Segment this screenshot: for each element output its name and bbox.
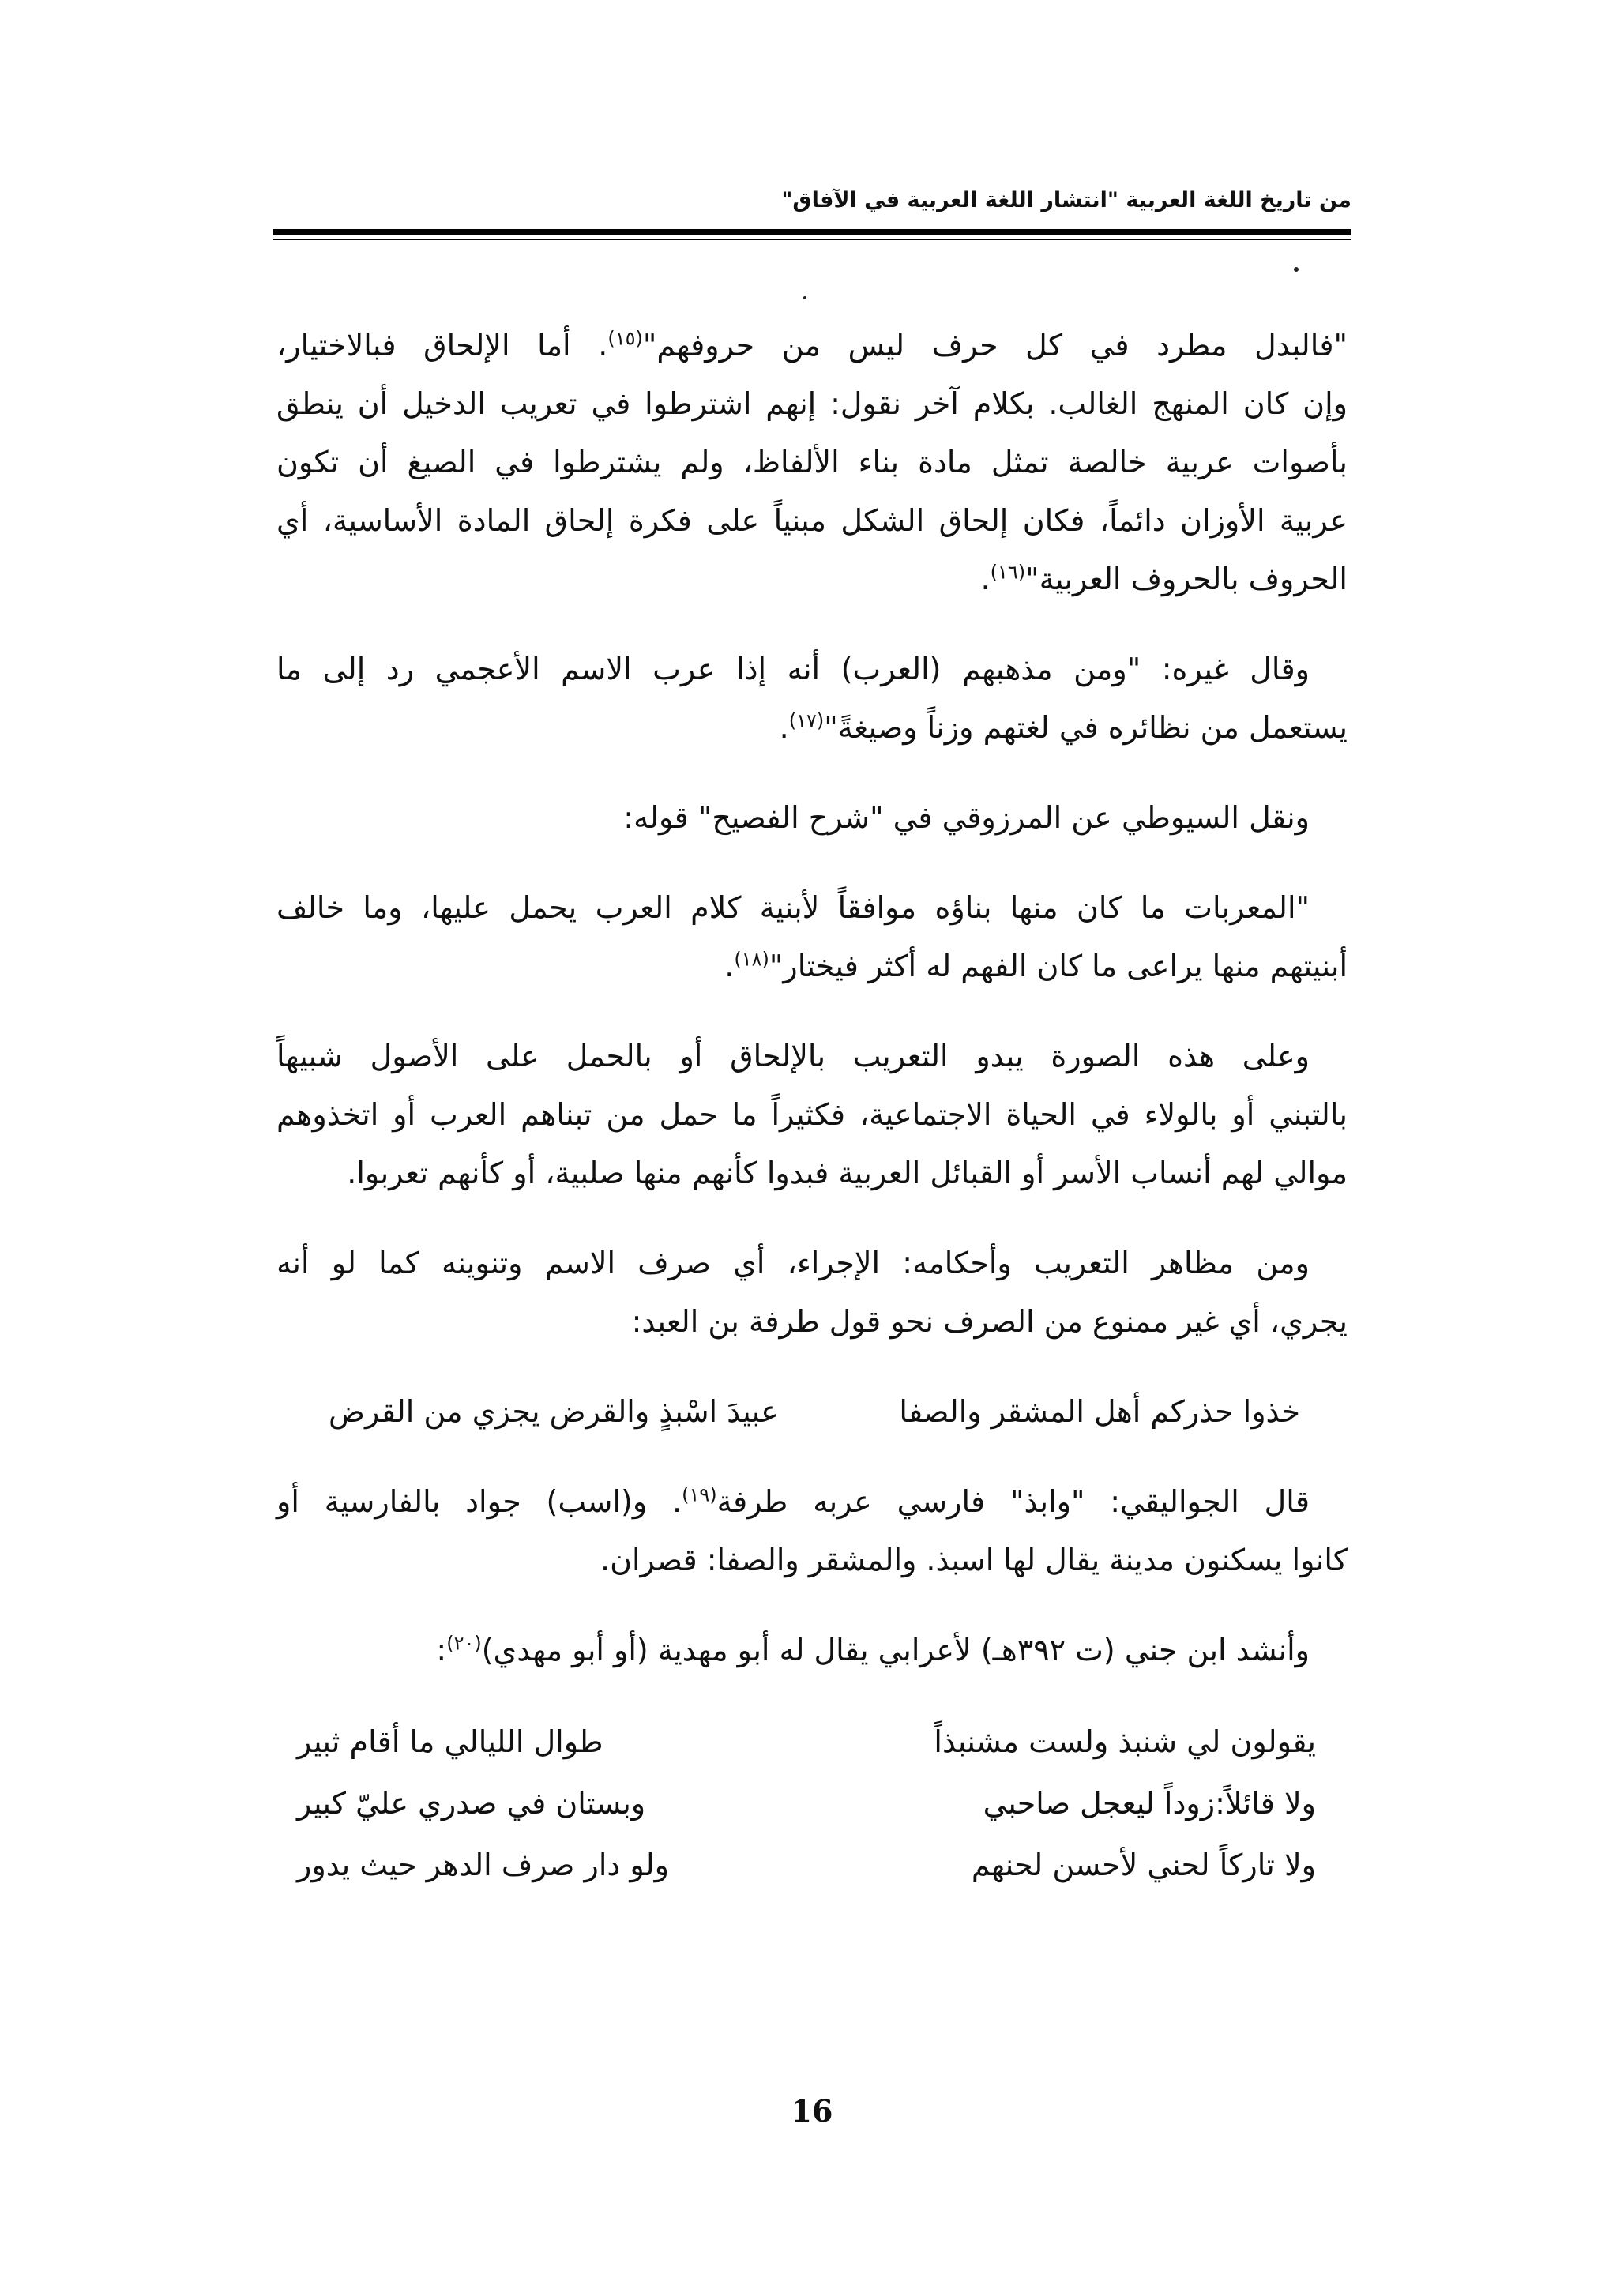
verse-line [329,1382,1300,1441]
paragraph [276,316,1348,608]
paragraph-line: وأنشد ابن جني (ت ٣٩٢هـ) لأعرابي يقال له أبو مهدية (أو أبو مهدي)$^{(٢٠)}$: [436,1632,1310,1667]
verse-hemistich-second: وبستان في صدري عليّ كبير [297,1786,646,1821]
poem [276,1711,1316,1896]
scan-speck [1294,267,1299,272]
paragraph-line: موالي لهم أنساب الأسر أو القبائل العربية فبدوا كأنهم منها صلبية، أو كأنهم تعربوا. [347,1156,1348,1190]
paragraph-line: "المعربات ما كان منها بناؤه موافقاً لأبنية كلام العرب يحمل عليها، وما خالف [276,890,1310,925]
paragraph-line: عربية الأوزان دائماً، فكان إلحاق الشكل مبنياً على فكرة إلحاق المادة الأساسية، أي [276,503,1348,538]
verse-line [297,1834,1316,1896]
paragraph [276,1234,1348,1351]
paragraph [276,1027,1348,1202]
header-rule [273,229,1351,235]
verse-hemistich-second: عبيدَ اسْبذٍ والقرض يجزي من القرض [329,1394,779,1429]
paragraph-line: وعلى هذه الصورة يبدو التعريب بالإلحاق أو بالحمل على الأصول شبيهاً [276,1039,1310,1073]
paragraph [276,788,1348,847]
paragraph-line: وقال غيره: "ومن مذهبهم (العرب) أنه إذا عرب الاسم الأعجمي رد إلى ما [276,652,1310,686]
paragraph [276,1472,1348,1589]
paragraph-line: يجري، أي غير ممنوع من الصرف نحو قول طرفة بن العبد: [631,1304,1348,1339]
paragraph-line: "فالبدل مطرد في كل حرف ليس من حروفهم"$^{(١٥)}$. أما الإلحاق فبالاختيار، [276,327,1348,363]
footnote-ref: (١٦) [990,561,1026,584]
paragraph [276,1621,1348,1679]
paragraph-line: قال الجواليقي: "وابذ" فارسي عربه طرفة$^{(١٩)}$. و(اسب) جواد بالفارسية أو [276,1483,1310,1519]
paragraph-line: بالتبني أو بالولاء في الحياة الاجتماعية، فكثيراً ما حمل من تبناهم العرب أو اتخذوهم [276,1097,1348,1132]
paragraph-line: يستعمل من نظائره في لغتهم وزناً وصيغةً"$^{(١٧)}$. [779,709,1348,745]
verse-hemistich-first: ولا قائلاً:زوداً ليعجل صاحبي [983,1786,1316,1821]
running-header: من تاريخ اللغة العربية "انتشار اللغة العربية في الآفاق" [781,188,1351,212]
footnote-ref: (١٩) [682,1483,717,1506]
verse-line [297,1711,1316,1772]
paragraph-line: ومن مظاهر التعريب وأحكامه: الإجراء، أي صرف الاسم وتنوينه كما لو أنه [276,1246,1310,1280]
header-rule-thin [273,239,1351,240]
page-number: 16 [791,2093,833,2129]
footnote-ref: (١٨) [734,948,769,971]
paragraph-line: الحروف بالحروف العربية"$^{(١٦)}$. [980,561,1348,596]
verse-hemistich-second: ولو دار صرف الدهر حيث يدور [297,1848,669,1882]
paragraph [276,878,1348,995]
page-body [276,316,1348,1896]
verse-hemistich-second: طوال الليالي ما أقام ثبير [297,1724,603,1759]
paragraph-line: وإن كان المنهج الغالب. بكلام آخر نقول: إنهم اشترطوا في تعريب الدخيل أن ينطق [276,386,1348,421]
verse-line [297,1772,1316,1834]
verse-hemistich-first: يقولون لي شنبذ ولست مشنبذاً [934,1724,1316,1759]
footnote-ref: (١٥) [607,327,643,350]
paragraph-line: أبنيتهم منها يراعى ما كان الفهم له أكثر فيختار"$^{(١٨)}$. [724,948,1348,983]
verse-hemistich-first: ولا تاركاً لحني لأحسن لحنهم [971,1848,1316,1882]
paragraph-line: كانوا يسكنون مدينة يقال لها اسبذ. والمشقر والصفا: قصران. [600,1543,1348,1577]
verse-hemistich-first: خذوا حذركم أهل المشقر والصفا [899,1394,1300,1429]
footnote-ref: (١٧) [788,709,825,732]
scan-speck [803,296,806,299]
footnote-ref: (٢٠) [446,1632,482,1655]
paragraph-line: بأصوات عربية خالصة تمثل مادة بناء الألفاظ، ولم يشترطوا في الصيغ أن تكون [276,445,1348,479]
paragraph [276,640,1348,757]
paragraph-line: ونقل السيوطي عن المرزوقي في "شرح الفصيح" قوله: [623,800,1310,835]
